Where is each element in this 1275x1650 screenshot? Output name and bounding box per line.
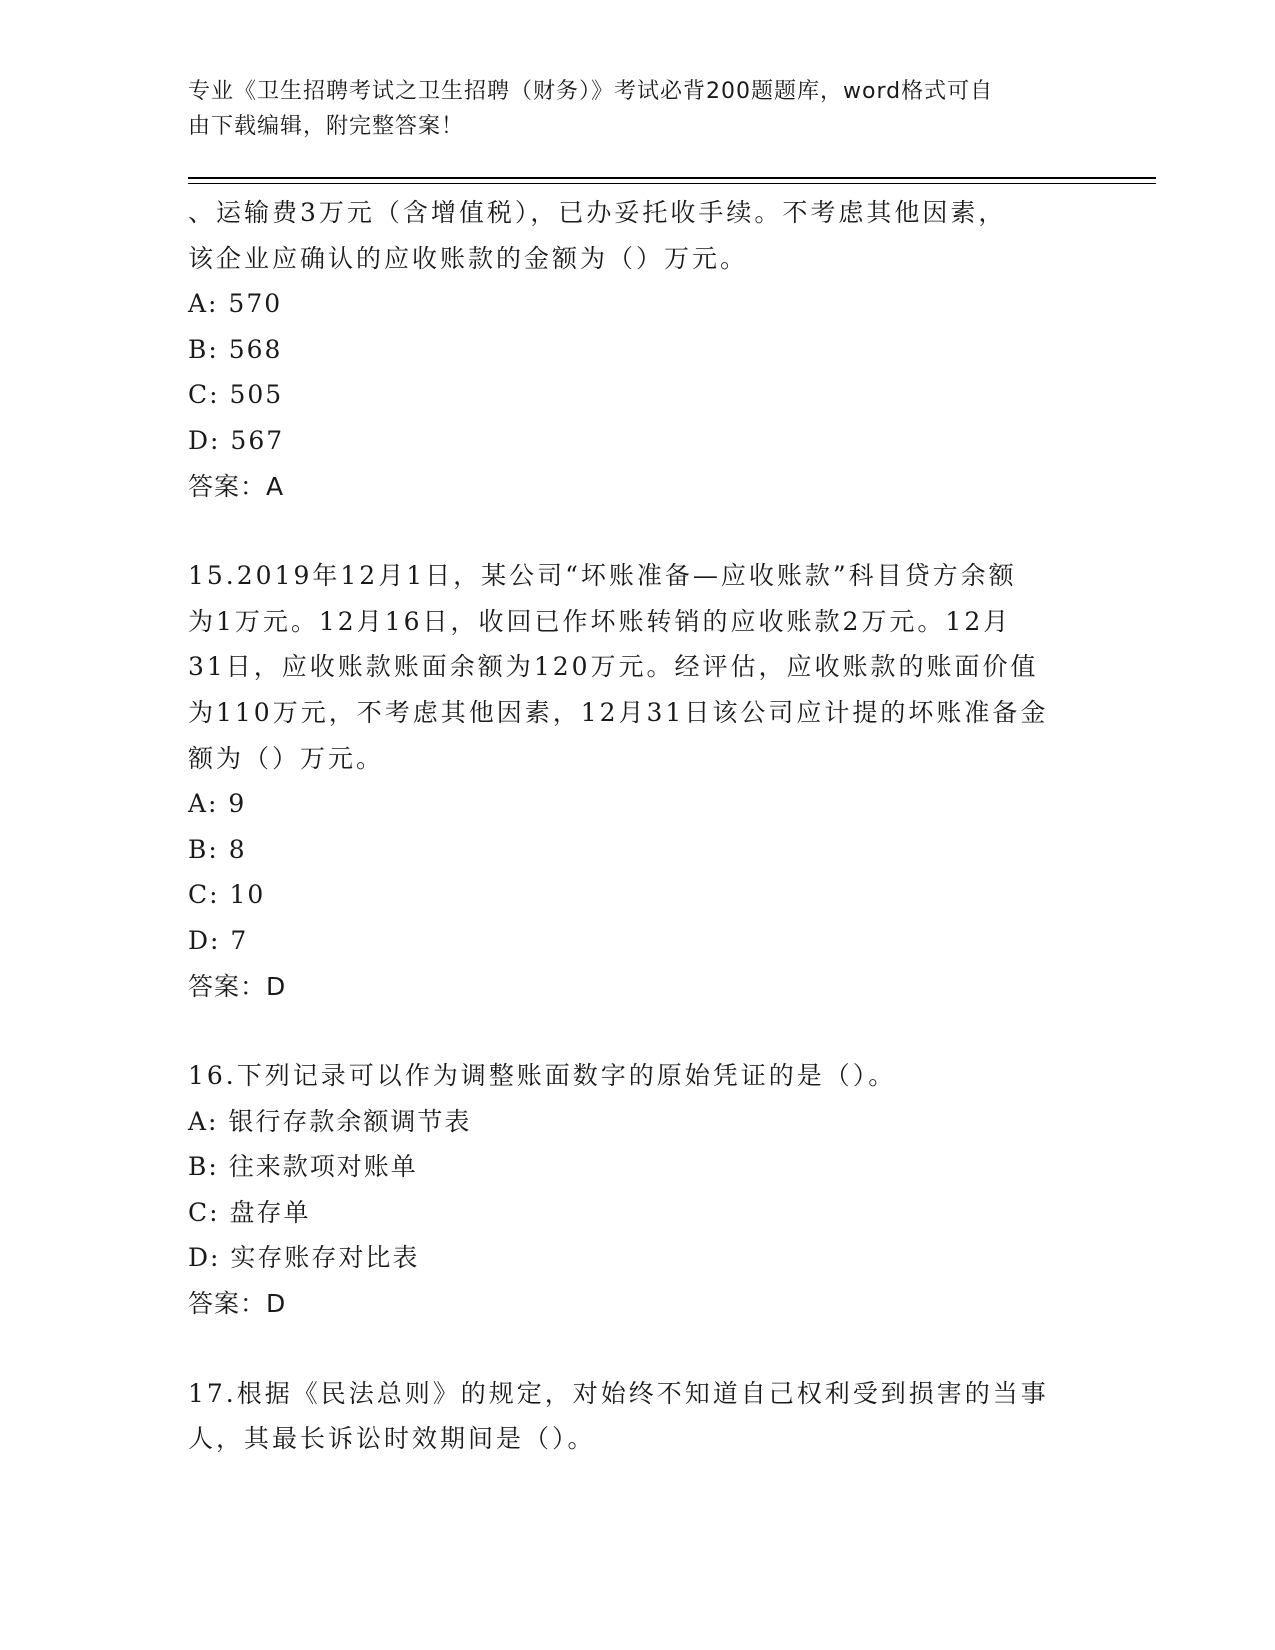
option-a: A: 9 [188, 789, 247, 819]
header-divider-thin [188, 183, 1156, 184]
answer-line: 答案：D [188, 1289, 287, 1319]
question-stem-line: 16.下列记录可以作为调整账面数字的原始凭证的是（）。 [188, 1061, 897, 1091]
option-b: B: 8 [188, 834, 247, 864]
header-line-1: 专业《卫生招聘考试之卫生招聘（财务）》考试必背200题题库，word格式可自 [188, 79, 994, 104]
question-stem-line: 为1万元。12月16日，收回已作坏账转销的应收账款2万元。12月 [188, 606, 1012, 636]
question-stem-line: 31日，应收账款账面余额为120万元。经评估，应收账款的账面价值 [188, 652, 1039, 682]
question-stem-line: 、运输费3万元（含增值税），已办妥托收手续。不考虑其他因素， [188, 198, 1007, 227]
option-c: C: 10 [188, 880, 266, 910]
document-header [188, 74, 1068, 144]
option-d: D: 7 [188, 925, 249, 955]
option-d: D: 实存账存对比表 [188, 1243, 420, 1273]
question-stem-line: 该企业应确认的应收账款的金额为（）万元。 [188, 243, 749, 273]
question-stem-line: 人，其最长诉讼时效期间是（）。 [188, 1424, 596, 1454]
question-17 [188, 1371, 1088, 1462]
option-c: C: 盘存单 [188, 1197, 311, 1227]
question-16 [188, 1053, 1088, 1327]
header-divider-thick [188, 177, 1156, 179]
option-a: A: 银行存款余额调节表 [188, 1106, 472, 1136]
option-b: B: 568 [188, 334, 283, 364]
answer-line: 答案：A [188, 471, 285, 501]
question-stem-line: 额为（）万元。 [188, 743, 385, 773]
option-b: B: 往来款项对账单 [188, 1152, 418, 1182]
option-d: D: 567 [188, 425, 285, 455]
question-stem-line: 15.2019年12月1日，某公司“坏账准备—应收账款”科目贷方余额 [188, 561, 1017, 591]
option-a: A: 570 [188, 289, 283, 319]
question-stem-line: 为110万元，不考虑其他因素，12月31日该公司应计提的坏账准备金 [188, 697, 1049, 727]
question-list [188, 190, 1088, 1462]
question-stem-line: 17.根据《民法总则》的规定，对始终不知道自己权利受到损害的当事 [188, 1378, 1049, 1408]
header-line-2: 由下载编辑，附完整答案！ [188, 114, 465, 139]
answer-line: 答案：D [188, 971, 287, 1001]
question-14 [188, 190, 1088, 509]
question-15 [188, 553, 1088, 1009]
option-c: C: 505 [188, 380, 284, 410]
